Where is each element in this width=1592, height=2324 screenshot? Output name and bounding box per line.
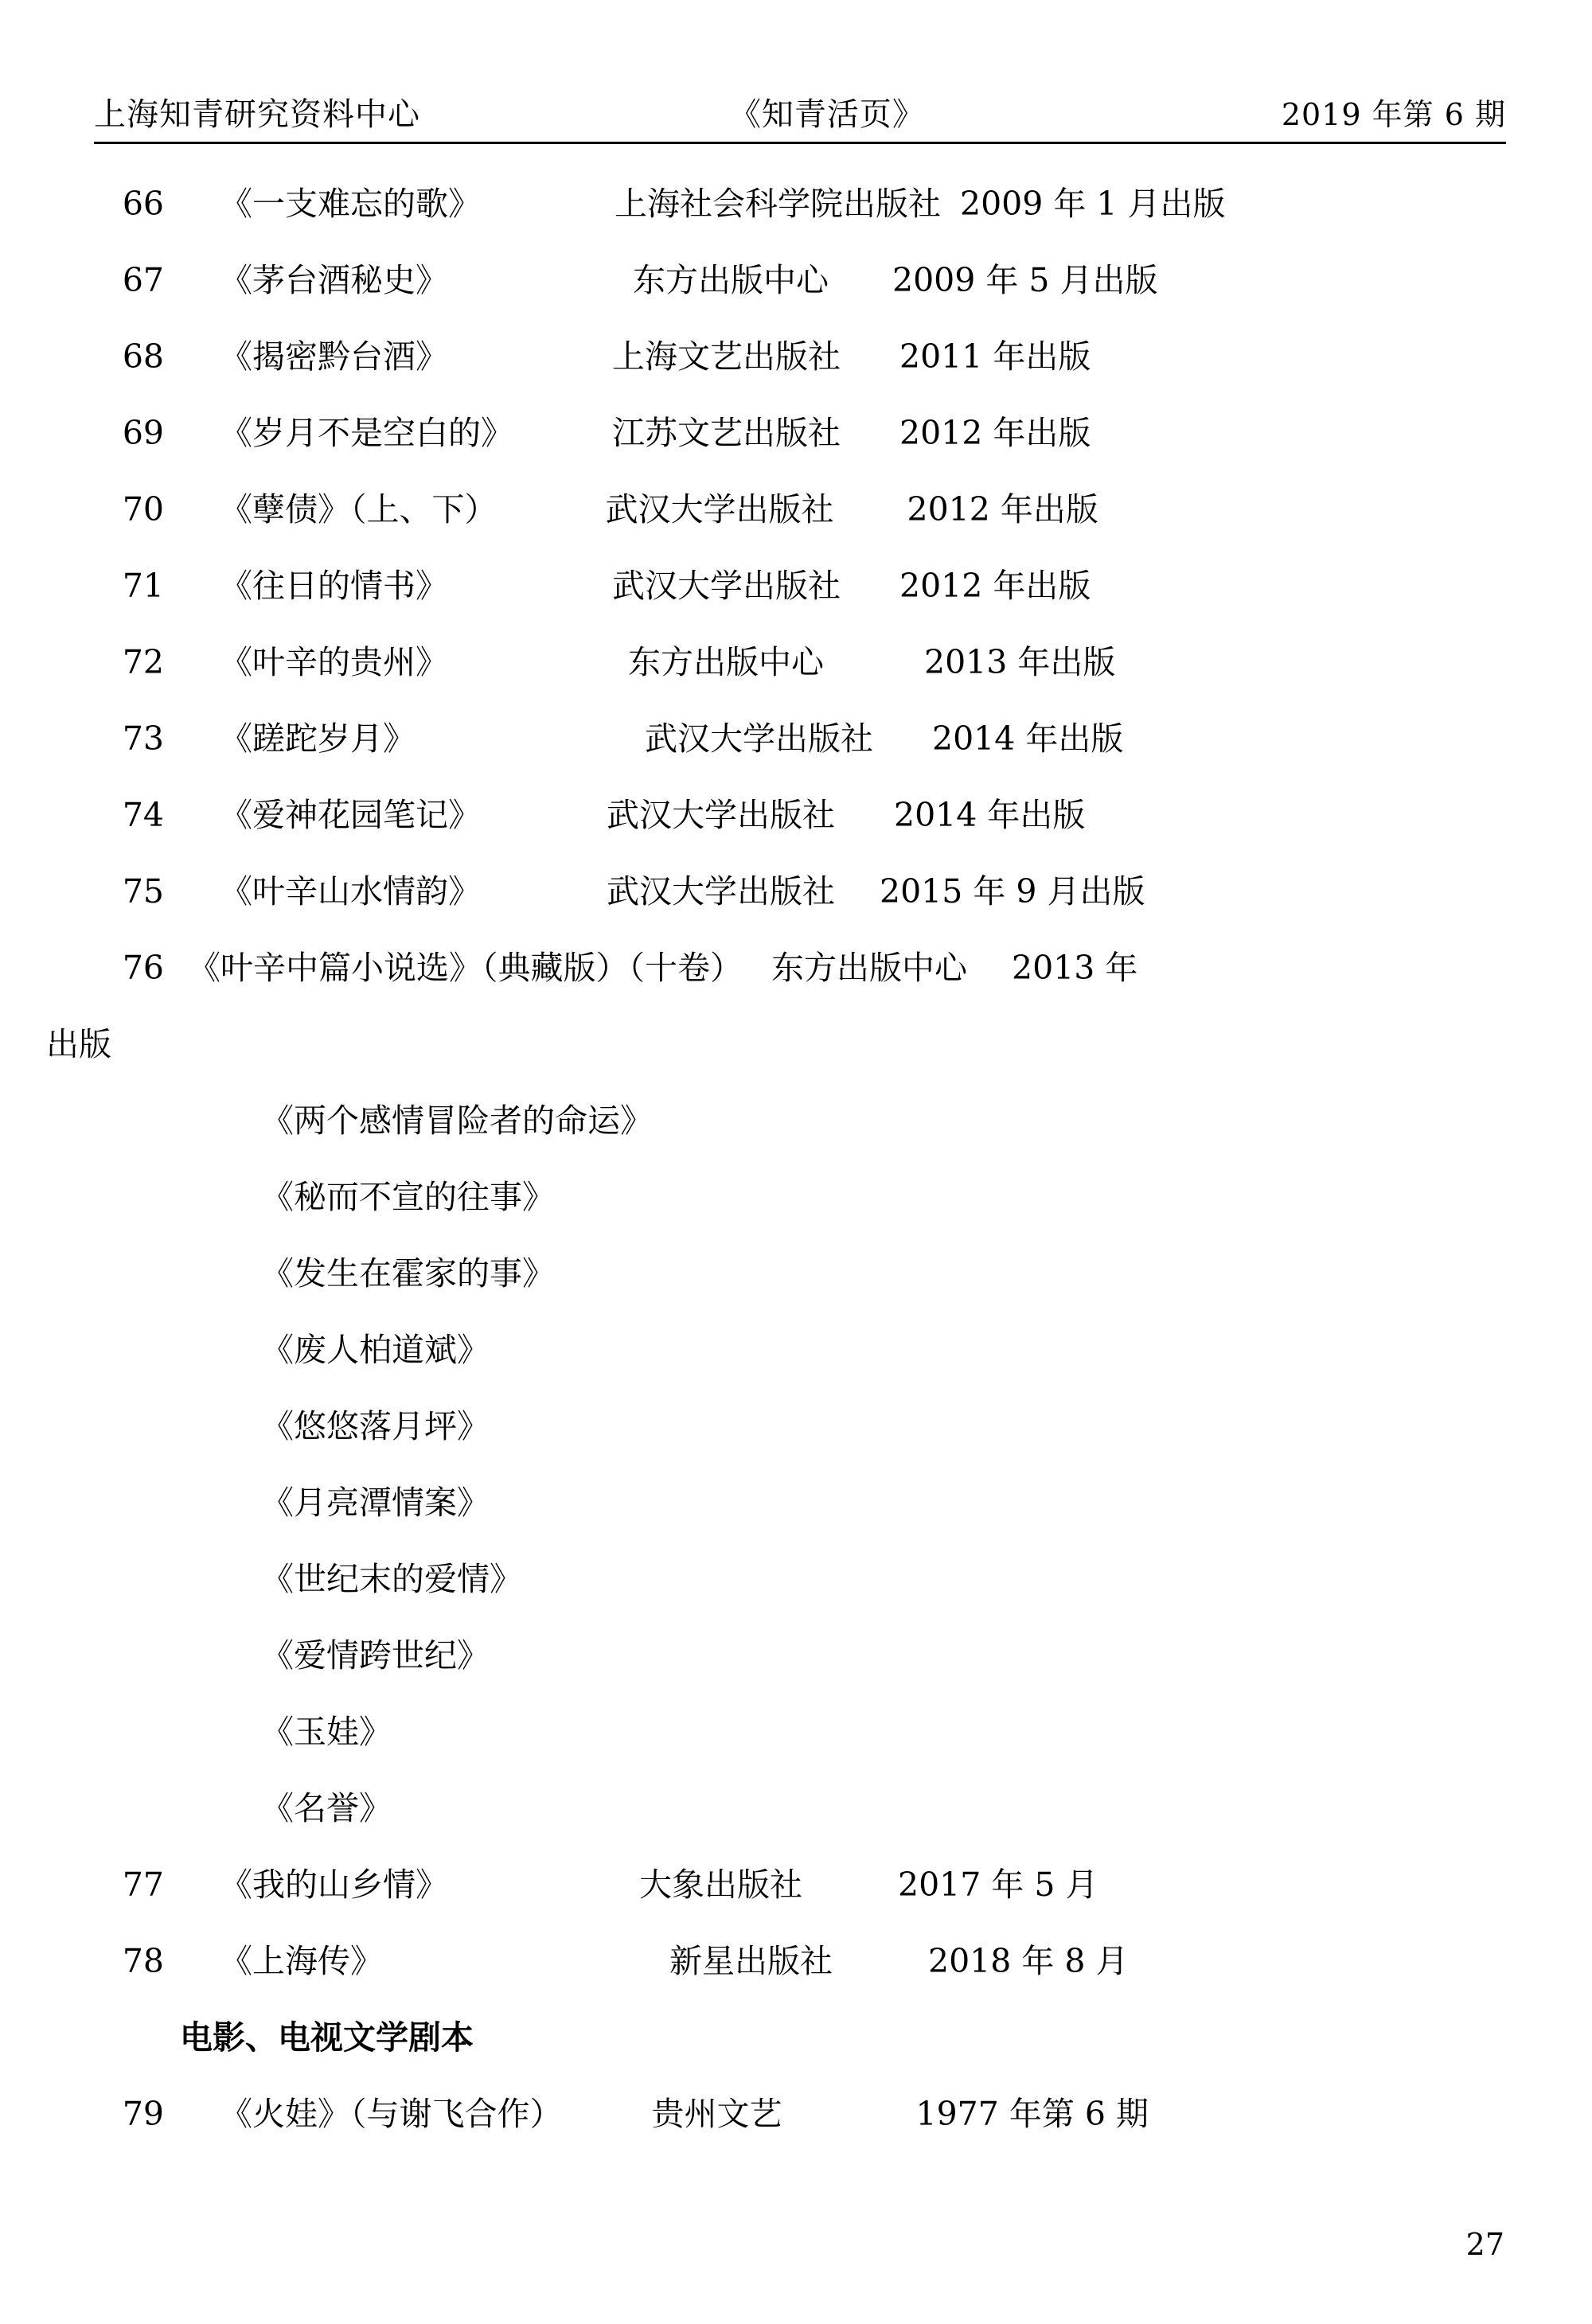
- entry-number: 70: [122, 490, 164, 528]
- entry-title: 《叶辛中篇小说选》（典藏版）（十卷）: [188, 949, 743, 987]
- list-item-67: [94, 242, 1519, 318]
- list-item-76-continuation: 出版: [46, 1025, 111, 1063]
- entry-publisher: 东方出版中心: [628, 643, 824, 681]
- novella-title: 《废人柏道斌》: [261, 1331, 490, 1369]
- entry-number: 67: [122, 261, 164, 299]
- entry-date: 2018 年 8 月: [928, 1942, 1129, 1980]
- list-item-76: [94, 930, 1519, 1006]
- entry-title: 《孽债》（上、下）: [220, 490, 498, 528]
- header-divider: [94, 142, 1506, 144]
- entry-title: 《叶辛的贵州》: [220, 643, 448, 681]
- entry-publisher: 武汉大学出版社: [645, 719, 873, 758]
- entry-number: 68: [122, 337, 164, 376]
- list-item-66: [94, 166, 1519, 242]
- entry-date: 2017 年 5 月: [898, 1866, 1098, 1904]
- entry-date: 1977 年第 6 期: [915, 2095, 1149, 2133]
- novella-title: 《世纪末的爱情》: [261, 1560, 522, 1598]
- entry-date: 2009 年 1 月出版: [960, 185, 1226, 223]
- list-item-73: [94, 700, 1519, 777]
- entry-publisher: 武汉大学出版社: [607, 796, 835, 834]
- entry-title: 《叶辛山水情韵》: [220, 872, 481, 910]
- bibliography-list: [46, 166, 1519, 2152]
- section-heading: 电影、电视文学剧本: [180, 2018, 474, 2057]
- entry-number: 69: [122, 414, 164, 452]
- entry-number: 76: [122, 949, 164, 987]
- entry-group-top: [94, 166, 1519, 930]
- header-center-text: 《知青活页》: [728, 96, 925, 133]
- novella-title-list: [94, 1082, 1519, 1846]
- entry-publisher: 东方出版中心: [633, 261, 829, 299]
- entry-number: 71: [122, 567, 164, 605]
- novella-title: 《秘而不宣的往事》: [261, 1178, 555, 1216]
- entry-publisher: 东方出版中心: [771, 949, 967, 987]
- entry-number: 78: [122, 1942, 164, 1980]
- entry-title: 《我的山乡情》: [220, 1866, 448, 1904]
- entry-date: 2011 年出版: [899, 337, 1091, 376]
- list-item-68: [94, 318, 1519, 395]
- page-number: 27: [1465, 2227, 1504, 2262]
- entry-title: 《岁月不是空白的》: [220, 414, 513, 452]
- entry-number: 75: [122, 872, 164, 910]
- entry-publisher: 新星出版社: [669, 1942, 833, 1980]
- entry-number: 73: [122, 719, 164, 758]
- entry-title: 《爱神花园笔记》: [220, 796, 481, 834]
- entry-number: 72: [122, 643, 164, 681]
- entry-title: 《一支难忘的歌》: [220, 185, 481, 223]
- entry-number: 66: [122, 185, 164, 223]
- header-right-text: 2019 年第 6 期: [1281, 97, 1506, 132]
- entry-publisher: 上海社会科学院出版社: [615, 185, 941, 223]
- novella-title: 《玉娃》: [261, 1713, 392, 1751]
- list-item-70: [94, 471, 1519, 548]
- header-left-text: 上海知青研究资料中心: [94, 96, 420, 133]
- list-item-75: [94, 853, 1519, 930]
- entry-date: 2012 年出版: [907, 490, 1098, 528]
- entry-publisher: 江苏文艺出版社: [612, 414, 841, 452]
- novella-title: 《爱情跨世纪》: [261, 1636, 490, 1675]
- list-item-72: [94, 624, 1519, 700]
- entry-date: 2013 年出版: [924, 643, 1116, 681]
- entry-publisher: 上海文艺出版社: [612, 337, 841, 376]
- list-item-79: [94, 2076, 1519, 2152]
- entry-publisher: 武汉大学出版社: [607, 872, 835, 910]
- entry-date: 2009 年 5 月出版: [892, 261, 1158, 299]
- entry-title: 《上海传》: [220, 1942, 383, 1980]
- entry-title: 《蹉跎岁月》: [220, 719, 416, 758]
- entry-title: 《火娃》（与谢飞合作）: [220, 2095, 563, 2133]
- entry-number: 74: [122, 796, 164, 834]
- novella-title: 《名誉》: [261, 1789, 392, 1827]
- entry-publisher: 武汉大学出版社: [612, 567, 841, 605]
- list-item-69: [94, 395, 1519, 471]
- entry-group-final: [94, 2076, 1519, 2152]
- novella-title: 《月亮潭情案》: [261, 1484, 490, 1522]
- entry-date: 2012 年出版: [899, 414, 1091, 452]
- entry-number: 77: [122, 1866, 164, 1904]
- entry-publisher: 贵州文艺: [651, 2095, 782, 2133]
- list-item-77: [94, 1846, 1519, 1923]
- list-item-71: [94, 548, 1519, 624]
- entry-date: 2014 年出版: [894, 796, 1086, 834]
- entry-publisher: 武汉大学出版社: [605, 490, 834, 528]
- entry-title: 《揭密黔台酒》: [220, 337, 448, 376]
- entry-publisher: 大象出版社: [639, 1866, 802, 1904]
- novella-title: 《悠悠落月坪》: [261, 1407, 490, 1445]
- list-item-78: [94, 1923, 1519, 1999]
- entry-title: 《往日的情书》: [220, 567, 448, 605]
- entry-date: 2013 年: [1012, 949, 1138, 987]
- entry-title: 《茅台酒秘史》: [220, 261, 448, 299]
- entry-date: 2012 年出版: [899, 567, 1091, 605]
- list-item-74: [94, 777, 1519, 853]
- entry-date: 2014 年出版: [932, 719, 1124, 758]
- page-header: [94, 89, 1506, 135]
- novella-title: 《两个感情冒险者的命运》: [261, 1102, 653, 1140]
- entry-number: 79: [122, 2095, 164, 2133]
- entry-date: 2015 年 9 月出版: [880, 872, 1145, 910]
- entry-group-after: [94, 1846, 1519, 1999]
- novella-title: 《发生在霍家的事》: [261, 1254, 555, 1293]
